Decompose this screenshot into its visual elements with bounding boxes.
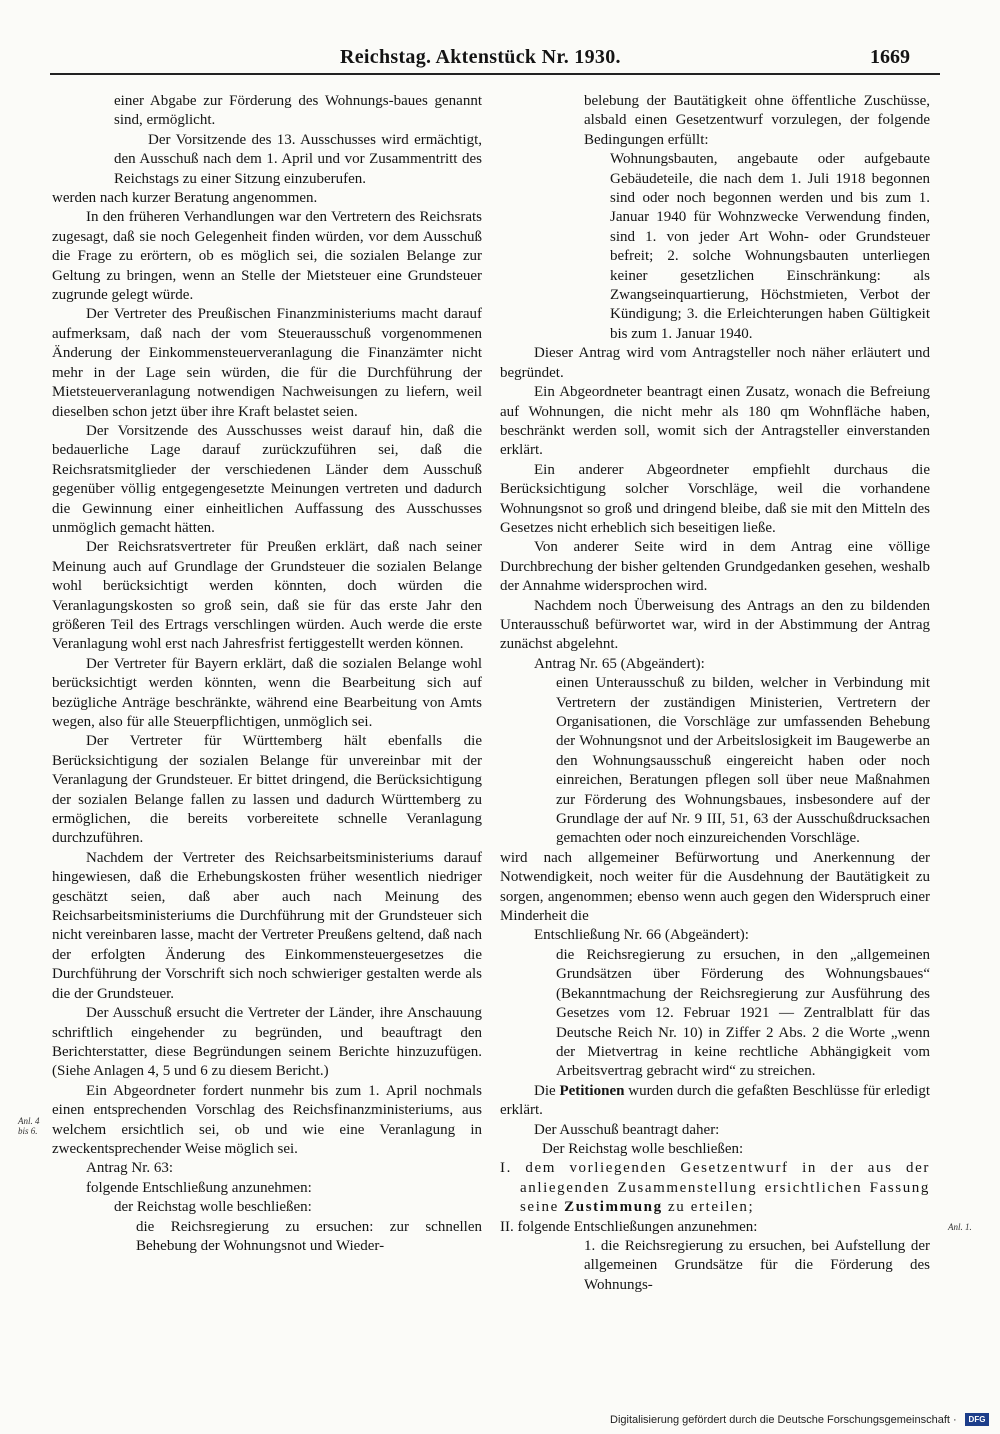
paragraph: Dieser Antrag wird vom Antragsteller noch näher erläutert und begründet.	[500, 345, 930, 381]
paragraph: Entschließung Nr. 66 (Abgeändert):	[534, 927, 749, 944]
paragraph: wird nach allgemeiner Befürwortung und Anerkennung der Notwendigkeit, noch weiter für die Ausdehnung der Bautätigkeit zu sorgen, angenommen; ebenso wenn auch gegen den Widerspruch einer Minderheit die	[500, 849, 930, 925]
paragraph: die Reichsregierung zu ersuchen, in den „allgemeinen Grundsätzen über Förderung des Wohnungsbaues“ (Bekanntmachung der Reichsregierung zur Ausführung des Gesetzes vom 12. Februar 1921 — Zentralblatt für das Deutsche Reich Nr. 10) in Ziffer 2 Abs. 2 die Worte „wenn der Mietvertrag in keine rechtliche Abhängigkeit vom Arbeitsvertrag gebracht wird“ zu streichen.	[556, 946, 930, 1080]
paragraph: Der Ausschuß beantragt daher:	[534, 1121, 720, 1138]
right-column	[500, 92, 930, 1295]
zustimmung-word: Zustimmung	[564, 1199, 663, 1216]
paragraph: Der Ausschuß ersucht die Vertreter der Länder, ihre Anschauung schriftlich eingehender zu begründen, und beauftragt den Berichterstatter, diese Begründungen seinem Berichte hinzuzufügen. (Siehe Anlagen 4, 5 und 6 zu diesem Bericht.)	[52, 1005, 482, 1080]
paragraph: Der Reichstag wolle beschließen:	[542, 1140, 744, 1157]
paragraph: In den früheren Verhandlungen war den Vertretern des Reichsrats zugesagt, daß sie noch Gelegenheit finden würden, vor dem Ausschuß die Frage zu erörtern, ob es möglich sei, die sozialen Belange zur Geltung zu bringen, wenn an Stelle der Mietsteuer eine Grundsteuer zugrunde gelegt würde.	[52, 209, 482, 304]
paragraph: Der Vorsitzende des 13. Ausschusses wird ermächtigt, den Ausschuß nach dem 1. April und vor Zusammentritt des Reichstags zu einer Sitzung einzuberufen.	[114, 131, 482, 187]
paragraph: Ein anderer Abgeordneter empfiehlt durchaus die Berücksichtigung solcher Vorschläge, weil die vorhandene Wohnungsnot so groß und dringend bleibe, daß sie mit den Mitteln des Gesetzes nicht erheblich sich beseitigen ließe.	[500, 461, 930, 536]
resolution-ii	[500, 1218, 930, 1296]
page-number: 1669	[870, 46, 910, 68]
margin-note-left: Anl. 4 bis 6.	[18, 1116, 40, 1136]
paragraph: die Reichsregierung zu ersuchen: zur schnellen Behebung der Wohnungsnot und Wieder-	[136, 1218, 482, 1254]
paragraph: einen Unterausschuß zu bilden, welcher in Verbindung mit Vertretern der zuständigen Ministerien, Vertretern der Organisationen, die Vorschläge zur umfassenden Behebung der Wohnungsnot und der Arbeitslosigkeit im Baugewerbe an den Wohnungsausschuß eingereicht haben oder noch einreichen, Beratungen pflegen soll über neue Maßnahmen zur Förderung des Wohnungsbaues, insbesondere auf der Grundlage der auf Nr. 9 III, 51, 63 der Ausschußdrucksachen gemachten oder noch einzureichenden Vorschläge.	[556, 675, 930, 847]
paragraph: einer Abgabe zur Förderung des Wohnungs-baues genannt sind, ermöglicht.	[114, 93, 482, 129]
margin-note-right: Anl. 1.	[948, 1222, 972, 1232]
petitions-paragraph: Die Petitionen wurden durch die gefaßten Beschlüsse für erledigt erklärt.	[500, 1082, 930, 1119]
paragraph: II. folgende Entschließungen anzunehmen:	[500, 1218, 758, 1235]
paragraph: Antrag Nr. 65 (Abgeändert):	[534, 655, 705, 672]
paragraph: Der Vertreter des Preußischen Finanzministeriums macht darauf aufmerksam, daß nach der vom Steuerausschuß vorgenommenen Änderung der Einkommensteuerveranlagung die Finanzämter nicht mehr in der Lage sein würden, die für die Durchführung der Mietsteuerveranlagung notwendigen Nachweisungen zu liefern, weil dieselben schon jetzt über ihre Kraft belastet seien.	[52, 306, 482, 420]
resolution-i: I. dem vorliegenden Gesetzentwurf in der aus der anliegenden Zusammenstellung ersichtlichen Fassung seine Zustimmung zu erteilen;	[500, 1160, 930, 1216]
digitization-credit: Digitalisierung gefördert durch die Deutsche Forschungsgemeinschaft ·	[610, 1414, 957, 1426]
paragraph: Antrag Nr. 63:	[86, 1160, 174, 1177]
paragraph: Von anderer Seite wird in dem Antrag eine völlige Durchbrechung der bisher geltenden Grundgedanken gesehen, weshalb der Annahme widersprochen wird.	[500, 539, 930, 595]
paragraph: Der Vertreter für Württemberg hält ebenfalls die Berücksichtigung der sozialen Belange für unvereinbar mit der Veranlagung der Grundsteuer. Er bittet dringend, die Berücksichtigung der sozialen Belange fallen zu lassen und dadurch Württemberg zu ermöglichen, die bereits vorbereitete schnelle Veranlagung durchzuführen.	[52, 733, 482, 847]
left-column	[52, 92, 482, 1256]
paragraph: Wohnungsbauten, angebaute oder aufgebaute Gebäudeteile, die nach dem 1. Juli 1918 begonnen sind oder noch begonnen werden und bis zum 1. Januar 1940 für Wohnzwecke Verwendung finden, sind 1. von jeder Art Wohn- oder Grundsteuer befreit; 2. solche Wohnungsbauten unterliegen keiner gesetzlichen Einschränkung: als Zwangseinquartierung, Höchstmieten, Verbot der Kündigung; 3. die Erleichterungen haben Gültigkeit bis zum 1. Januar 1940.	[610, 151, 930, 342]
paragraph: werden nach kurzer Beratung angenommen.	[52, 190, 318, 207]
paragraph: Der Vertreter für Bayern erklärt, daß die sozialen Belange wohl berücksichtigt werden könnten, wenn die Bearbeitung sich auf bezügliche Anträge beschränkte, während eine Bearbeitung von Amts wegen, also für alle Steuerpflichtigen, unmöglich sei.	[52, 655, 482, 730]
paragraph: Ein Abgeordneter fordert nunmehr bis zum 1. April nochmals einen entsprechenden Vorschlag des Reichsfinanzministeriums, aus welchem ersichtlich sei, ob und wie eine Veranlagung in zweckentsprechender Weise möglich sei.	[52, 1082, 482, 1157]
paragraph: 1. die Reichsregierung zu ersuchen, bei Aufstellung der allgemeinen Grundsätze für die Förderung des Wohnungs-	[584, 1237, 930, 1293]
right-column-paragraphs	[500, 92, 930, 1082]
paragraph: der Reichstag wolle beschließen:	[114, 1199, 312, 1216]
paragraph: Nachdem der Vertreter des Reichsarbeitsministeriums darauf hingewiesen, daß die Erhebungskosten früher wesentlich niedriger geschätzt seien, daß aber auch nach Meinung des Reichsarbeitsministeriums die Durchführung mit der Grundsteuer sich nicht vereinbaren lasse, macht der Vertreter Preußens geltend, daß nach der erfolgten Änderung des Einkommensteuergesetzes die Durchführung der Vorschrift sich noch schwieriger gestalten werde als die der Grundsteuer.	[52, 849, 482, 1002]
dfg-logo: DFG	[965, 1413, 989, 1426]
paragraph: Nachdem noch Überweisung des Antrags an den zu bildenden Unterausschuß befürwortet war, wird in der Abstimmung der Antrag zunächst abgelehnt.	[500, 597, 930, 653]
recommendation-intro	[500, 1121, 930, 1160]
petitions-word: Petitionen	[559, 1082, 625, 1099]
running-title: Reichstag. Aktenstück Nr. 1930.	[340, 46, 621, 68]
paragraph: belebung der Bautätigkeit ohne öffentliche Zuschüsse, alsbald einen Gesetzentwurf vorzulegen, der folgende Bedingungen erfüllt:	[584, 93, 930, 148]
header-rule	[50, 73, 940, 75]
paragraph: Der Reichsratsvertreter für Preußen erklärt, daß nach seiner Meinung auch auf Grundlage der Grundsteuer die sozialen Belange wohl berücksichtigt werden könnten, doch würden die Veranlagungskosten so groß sein, daß sie für das erste Jahr den größeren Teil des Ertrags verschlingen würden. Auch werde die erste Veranlagung wohl erst nach Jahresfrist fertiggestellt werden können.	[52, 539, 482, 653]
paragraph: Ein Abgeordneter beantragt einen Zusatz, wonach die Befreiung auf Wohnungen, die nicht mehr als 180 qm Wohnfläche haben, beschränkt werden soll, womit sich der Antragsteller einverstanden erklärt.	[500, 384, 930, 459]
paragraph: folgende Entschließung anzunehmen:	[86, 1179, 312, 1196]
paragraph: Der Vorsitzende des Ausschusses weist darauf hin, daß die bedauerliche Lage darauf zurückzuführen sei, daß die Reichsratsmitglieder der verschiedenen Länder dem Ausschuß gegenüber völlig entgegengesetzte Meinungen vertreten und dadurch die Gewinnung einer einheitlichen Auffassung des Ausschusses unmöglich gemacht hätten.	[52, 422, 482, 536]
